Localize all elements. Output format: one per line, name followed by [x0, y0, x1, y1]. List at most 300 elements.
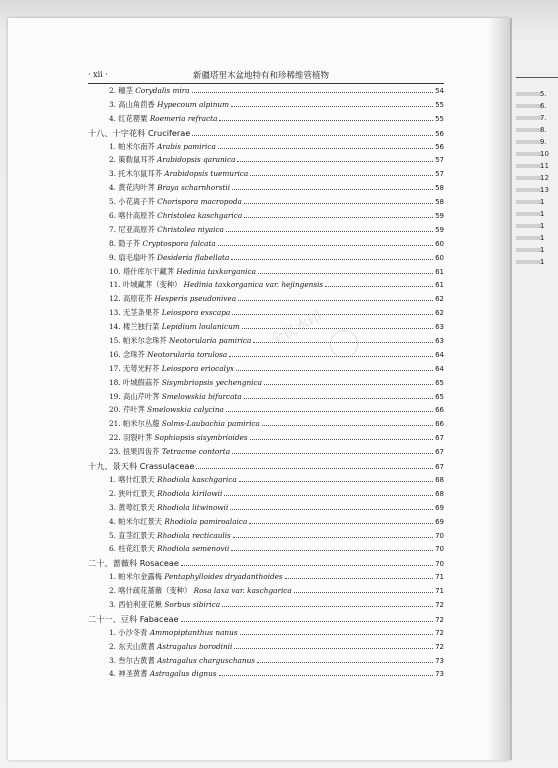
toc-page-number: 73	[435, 670, 444, 679]
facing-page-ghost-text	[516, 234, 545, 242]
toc-entry-chinese-name: 东天山黄耆	[118, 641, 155, 651]
toc-entry-number: 7.	[109, 224, 116, 234]
toc-entry-number: 2.	[109, 488, 116, 498]
dot-leader	[218, 245, 433, 246]
toc-entry-scientific-name: Arabidopsis qaranica	[157, 155, 236, 165]
toc-entry-chinese-name: 羽裂叶荠	[122, 433, 153, 443]
toc-page-number: 55	[435, 100, 444, 109]
dot-leader	[285, 578, 433, 579]
toc-species-row	[88, 642, 444, 656]
toc-entry-number: 二十一、	[88, 613, 121, 624]
toc-entry-scientific-name: Pentaphylloides dryadanthoides	[164, 572, 283, 582]
toc-entry-scientific-name: Rhodiola kirilowii	[157, 488, 223, 498]
toc-entry-scientific-name: Leiospora exscapa	[161, 308, 231, 318]
dot-leader	[226, 231, 433, 232]
toc-entry-scientific-name: Sisymbriopsis yechengnica	[161, 377, 262, 387]
toc-entry-chinese-name: 塔什库尔干藏荠	[122, 266, 175, 276]
toc-species-row	[88, 447, 444, 461]
toc-species-row	[88, 586, 444, 600]
toc-page-number: 67	[435, 434, 444, 443]
toc-entry-number: 3.	[109, 655, 116, 665]
toc-species-row	[88, 294, 444, 308]
toc-entry-number: 1.	[109, 627, 116, 637]
dot-leader	[262, 425, 433, 426]
page-header	[88, 70, 444, 82]
toc-entry-chinese-name: 柱花红景天	[118, 544, 155, 554]
toc-entry-label	[88, 531, 231, 541]
toc-entry-label	[88, 197, 242, 207]
facing-page-ghost-text	[516, 116, 542, 120]
toc-species-row	[88, 669, 444, 683]
toc-entry-scientific-name: Christolea kaschgarica	[157, 211, 243, 221]
toc-page-number: 54	[435, 87, 444, 95]
toc-entry-label	[88, 350, 227, 360]
toc-species-row	[88, 142, 444, 156]
toc-entry-number: 4.	[109, 113, 116, 123]
toc-entry-label	[88, 364, 234, 374]
toc-species-row	[88, 419, 444, 433]
facing-page-item-number: 5.	[540, 90, 547, 98]
toc-page-number: 73	[435, 656, 444, 665]
toc-entry-chinese-name: 叁尔古黄耆	[118, 655, 155, 665]
toc-entry-label	[88, 336, 251, 346]
facing-page-ghost-text	[516, 176, 542, 180]
toc-entry-chinese-name: 狭叶红景天	[118, 488, 155, 498]
facing-page-item-number: 8.	[540, 126, 547, 134]
toc-page-number: 59	[435, 225, 444, 234]
toc-entry-label	[88, 225, 224, 235]
dot-leader	[264, 384, 433, 385]
toc-species-row	[88, 86, 444, 100]
toc-entry-label	[88, 447, 230, 457]
dot-leader	[231, 106, 433, 107]
toc-species-row	[88, 155, 444, 169]
toc-entry-label	[88, 405, 224, 415]
dot-leader	[219, 675, 434, 676]
toc-entry-scientific-name: Arabidopsis tuemurica	[164, 169, 249, 179]
toc-page-number: 72	[435, 615, 444, 624]
toc-entry-number: 19.	[109, 391, 121, 401]
toc-entry-label	[88, 169, 248, 179]
toc-species-row	[88, 517, 444, 531]
toc-entry-scientific-name: Smelowskia calycina	[147, 405, 224, 415]
toc-entry-number: 2.	[109, 641, 116, 651]
toc-species-row	[88, 392, 444, 406]
toc-species-row	[88, 169, 444, 183]
toc-species-row	[88, 114, 444, 128]
toc-entry-chinese-name: 帕米尔金露梅	[118, 572, 163, 582]
toc-entry-label	[88, 600, 220, 610]
toc-entry-number: 21.	[109, 419, 121, 429]
toc-entry-label	[88, 211, 242, 221]
toc-entry-number: 5.	[109, 530, 116, 540]
toc-entry-scientific-name: Rosa laxa var. kaschgarica	[193, 586, 292, 596]
toc-entry-label	[88, 308, 230, 318]
toc-entry-family-latin: Rosaceae	[139, 558, 179, 569]
toc-entry-number: 二十、	[88, 558, 113, 569]
toc-species-row	[88, 378, 444, 392]
toc-entry-label	[88, 253, 229, 263]
page-number: · xii ·	[88, 70, 108, 79]
toc-page-number: 69	[435, 517, 444, 526]
toc-entry-label	[88, 461, 194, 472]
toc-entry-number: 6.	[109, 211, 116, 221]
toc-page-number: 69	[435, 503, 444, 512]
toc-entry-label	[88, 503, 228, 513]
toc-page-number: 64	[435, 364, 444, 373]
toc-species-row	[88, 475, 444, 489]
toc-entry-number: 20.	[109, 405, 121, 415]
dot-leader	[257, 662, 433, 663]
facing-page-item-number: 12	[540, 174, 549, 182]
toc-entry-label	[88, 669, 217, 679]
dot-leader	[249, 523, 433, 524]
toc-species-row	[88, 183, 444, 197]
facing-page-ghost-text	[516, 152, 542, 156]
toc-entry-chinese-name: 喀什疏花蔷薇（变种）	[118, 586, 192, 596]
dot-leader	[294, 592, 433, 593]
toc-entry-scientific-name: Hypecoum alpinum	[157, 99, 230, 109]
toc-entry-chinese-name: 托木尔鼠耳芥	[118, 169, 163, 179]
facing-page-item-number: 9.	[540, 138, 547, 146]
toc-entry-scientific-name: Smelowskia bifurcata	[161, 391, 242, 401]
toc-entry-scientific-name: Astragalus borodinii	[157, 641, 233, 651]
toc-entry-chinese-name: 高山芹叶荠	[122, 391, 160, 401]
toc-entry-chinese-name: 蔷薇科	[112, 558, 138, 569]
toc-entry-label	[88, 517, 247, 527]
toc-page-number: 68	[435, 475, 444, 484]
toc-species-row	[88, 503, 444, 517]
toc-entry-chinese-name: 小沙冬青	[118, 627, 148, 637]
toc-entry-scientific-name: Solms-Laubachia pamirica	[161, 419, 260, 429]
dot-leader	[229, 356, 433, 357]
toc-entry-number: 11.	[109, 280, 121, 290]
toc-entry-scientific-name: Tetracme contorta	[161, 447, 231, 457]
toc-entry-number: 13.	[109, 308, 121, 318]
toc-entry-chinese-name: 高山角茴香	[118, 99, 155, 109]
facing-page-item-number: 1	[540, 198, 545, 206]
toc-page-number: 58	[435, 198, 444, 207]
dot-leader	[258, 273, 433, 274]
toc-entry-scientific-name: Desideria flabellata	[157, 252, 230, 262]
toc-entry-number: 3.	[109, 169, 116, 179]
facing-page-ghost-text	[516, 92, 542, 96]
dot-leader	[233, 537, 433, 538]
toc-page-number: 66	[435, 406, 444, 415]
dot-leader	[238, 300, 433, 301]
toc-entry-scientific-name: Hedinia taxkorganica	[176, 266, 256, 276]
toc-entry-chinese-name: 景天科	[112, 461, 138, 472]
toc-page-number: 61	[435, 281, 444, 290]
toc-entry-label	[88, 544, 229, 554]
toc-page-number: 64	[435, 350, 444, 359]
dot-leader	[234, 648, 433, 649]
toc-species-row	[88, 197, 444, 211]
toc-page-number: 66	[435, 420, 444, 429]
toc-page-number: 70	[435, 545, 444, 554]
toc-entry-number: 23.	[109, 447, 121, 457]
toc-page-number: 72	[435, 642, 444, 651]
facing-page-ghost-text	[516, 140, 542, 144]
toc-page-number: 57	[435, 170, 444, 179]
facing-page-ghost-text	[516, 128, 542, 132]
toc-entry-number: 4.	[109, 183, 116, 193]
toc-entry-chinese-name: 帕米尔念珠芥	[122, 336, 167, 346]
dot-leader	[181, 621, 434, 622]
toc-entry-label	[88, 572, 283, 582]
facing-page-item-number: 1	[540, 246, 545, 254]
toc-entry-label	[88, 267, 256, 277]
toc-entry-number: 3.	[109, 99, 116, 109]
toc-page-number: 59	[435, 212, 444, 221]
toc-entry-number: 16.	[109, 349, 121, 359]
toc-entry-number: 2.	[109, 86, 116, 95]
toc-entry-number: 15.	[109, 336, 121, 346]
toc-entry-chinese-name: 红花罂粟	[118, 113, 148, 123]
toc-entry-scientific-name: Neotorularia torulosa	[147, 349, 228, 359]
dot-leader	[181, 565, 433, 566]
toc-entry-number: 十九、	[88, 461, 113, 472]
dot-leader	[224, 495, 433, 496]
toc-entry-scientific-name: Braya scharnhorstii	[157, 183, 231, 193]
toc-entry-number: 2.	[109, 155, 116, 165]
facing-page-item-number: 7.	[540, 114, 547, 122]
toc-family-row	[88, 558, 444, 572]
toc-entry-chinese-name: 叶城藏荠（变种）	[122, 280, 182, 290]
toc-entry-chinese-name: 尼亚高原芥	[118, 224, 155, 234]
toc-entry-number: 12.	[109, 294, 121, 304]
toc-entry-chinese-name: 喀什高原芥	[118, 211, 155, 221]
toc-entry-scientific-name: Sorbus sibirica	[164, 599, 221, 609]
toc-species-row	[88, 308, 444, 322]
toc-entry-number: 1.	[109, 572, 116, 582]
toc-entry-number: 5.	[109, 197, 116, 207]
toc-species-row	[88, 405, 444, 419]
facing-page-ghost-text	[516, 222, 545, 230]
toc-species-row	[88, 531, 444, 545]
facing-page-item-number: 1	[540, 210, 545, 218]
toc-entry-label	[88, 642, 232, 652]
toc-entry-label	[88, 433, 248, 443]
toc-page-number: 56	[435, 129, 444, 138]
toc-page-number: 72	[435, 628, 444, 637]
toc-species-row	[88, 211, 444, 225]
toc-entry-label	[88, 392, 242, 402]
toc-entry-scientific-name: Leiospora eriocalyx	[161, 363, 235, 373]
toc-entry-scientific-name: Cryptospora falcata	[142, 238, 216, 248]
toc-entry-scientific-name: Rhodiola litwinowii	[157, 502, 229, 512]
facing-page-ghost-text	[516, 104, 542, 108]
toc-entry-number: 17.	[109, 363, 121, 373]
dot-leader	[226, 411, 433, 412]
toc-entry-label	[88, 100, 229, 110]
toc-entry-label	[88, 183, 230, 193]
toc-entry-label	[88, 628, 238, 638]
toc-entry-chinese-name: 西伯利亚花楸	[118, 599, 163, 609]
toc-entry-scientific-name: Rhodiola recticaulis	[157, 530, 231, 540]
toc-entry-chinese-name: 穗茎	[118, 86, 133, 95]
toc-entry-chinese-name: 神圣黄耆	[118, 669, 148, 679]
toc-entry-label	[88, 114, 217, 124]
toc-entry-number: 22.	[109, 433, 121, 443]
toc-family-row	[88, 128, 444, 142]
dot-leader	[250, 439, 434, 440]
facing-page-ghost-text	[516, 198, 545, 206]
toc-page-number: 58	[435, 184, 444, 193]
toc-entry-chinese-name: 扇毛扇叶芥	[118, 252, 155, 262]
toc-entry-label	[88, 322, 240, 332]
toc-page-number: 55	[435, 114, 444, 123]
dot-leader	[192, 135, 433, 136]
toc-page-number: 60	[435, 239, 444, 248]
dot-leader	[239, 481, 433, 482]
dot-leader	[250, 175, 433, 176]
toc-entry-family-latin: Crassulaceae	[139, 461, 195, 472]
toc-page-number: 70	[435, 560, 444, 569]
dot-leader	[231, 259, 433, 260]
toc-species-row	[88, 100, 444, 114]
toc-entry-family-latin: Cruciferae	[147, 127, 191, 138]
facing-page-ghost-text	[516, 258, 545, 266]
toc-entry-number: 2.	[109, 586, 116, 596]
toc-entry-label	[88, 294, 236, 304]
toc-entry-family-latin: Fabaceae	[139, 613, 179, 624]
toc-species-row	[88, 267, 444, 281]
dot-leader	[236, 370, 433, 371]
toc-entry-scientific-name: Lepidium loulanicum	[161, 322, 240, 332]
dot-leader	[232, 314, 433, 315]
facing-page-item-number: 1	[540, 258, 545, 266]
toc-entry-number: 3.	[109, 599, 116, 609]
facing-page-item-number: 6.	[540, 102, 547, 110]
facing-page-ghost-text	[516, 188, 542, 192]
dot-leader	[230, 509, 433, 510]
facing-page-header-rule	[516, 77, 558, 78]
toc-entry-label	[88, 656, 255, 666]
toc-page-number: 71	[435, 573, 444, 582]
toc-entry-scientific-name: Chorispora macropoda	[157, 197, 242, 207]
dot-leader	[232, 453, 433, 454]
toc-entry-scientific-name: Ammopiptanthus nanus	[149, 627, 238, 637]
toc-species-row	[88, 656, 444, 670]
toc-entry-number: 1.	[109, 141, 116, 151]
toc-entry-chinese-name: 豆科	[120, 613, 138, 624]
toc-entry-scientific-name: Rhodiola pamiroalaica	[164, 516, 248, 526]
toc-species-row	[88, 572, 444, 586]
toc-species-row	[88, 225, 444, 239]
toc-species-row	[88, 322, 444, 336]
facing-page-ghost-text	[516, 210, 545, 218]
toc-entry-scientific-name: Hedinia taxkorganica var. hejingensis	[183, 280, 324, 290]
toc-page-number: 61	[435, 267, 444, 276]
toc-page-number: 62	[435, 295, 444, 304]
toc-entry-chinese-name: 策勒鼠耳芥	[118, 155, 155, 165]
toc-page-number: 70	[435, 531, 444, 540]
toc-species-row	[88, 253, 444, 267]
facing-page-item-number: 11	[540, 162, 549, 170]
toc-page-number: 57	[435, 156, 444, 165]
facing-page-ghost-text	[516, 246, 545, 254]
toc-entry-chinese-name: 扭果四齿芥	[122, 447, 160, 457]
toc-entry-scientific-name: Christolea niyaica	[157, 224, 224, 234]
toc-entry-label	[88, 614, 179, 625]
toc-entry-chinese-name: 无萼光籽芥	[122, 363, 160, 373]
toc-species-row	[88, 239, 444, 253]
toc-entry-chinese-name: 念珠芥	[122, 349, 145, 359]
toc-page-number: 56	[435, 142, 444, 151]
toc-species-row	[88, 280, 444, 294]
toc-entry-number: 4.	[109, 516, 116, 526]
toc-entry-chinese-name: 黄花肉叶荠	[118, 183, 155, 193]
toc-entry-chinese-name: 直茎红景天	[118, 530, 155, 540]
facing-page-item-number: 1	[540, 234, 545, 242]
toc-page-number: 65	[435, 392, 444, 401]
toc-entry-chinese-name: 叶城假蒜芥	[122, 377, 160, 387]
facing-page-item-number: 10	[540, 150, 549, 158]
toc-entry-label	[88, 86, 190, 96]
toc-page-number: 60	[435, 253, 444, 262]
facing-page-item-number: 13	[540, 186, 549, 194]
toc-entry-number: 9.	[109, 252, 116, 262]
toc-entry-number: 8.	[109, 238, 116, 248]
toc-entry-number: 十八、	[88, 127, 113, 138]
toc-entry-chinese-name: 芹叶荠	[122, 405, 145, 415]
toc-page-number: 67	[435, 463, 444, 472]
toc-species-row	[88, 350, 444, 364]
dot-leader	[232, 189, 433, 190]
toc-entry-chinese-name: 隐子芥	[118, 238, 141, 248]
toc-species-row	[88, 364, 444, 378]
facing-page-item-number: 1	[540, 222, 545, 230]
dot-leader	[237, 161, 433, 162]
toc-entry-chinese-name: 黄萼红景天	[118, 502, 155, 512]
toc-entry-chinese-name: 帕米尔红景天	[118, 516, 163, 526]
toc-species-row	[88, 628, 444, 642]
toc-entry-label	[88, 558, 179, 569]
toc-entry-number: 4.	[109, 669, 116, 679]
toc-entry-number: 1.	[109, 474, 116, 484]
toc-entry-label	[88, 280, 323, 290]
toc-entry-number: 3.	[109, 502, 116, 512]
toc-entry-label	[88, 155, 235, 165]
dot-leader	[231, 550, 433, 551]
toc-entry-label	[88, 475, 237, 485]
toc-entry-number: 10.	[109, 266, 121, 276]
dot-leader	[196, 468, 433, 469]
toc-entry-chinese-name: 十字花科	[112, 127, 146, 138]
header-rule	[88, 83, 444, 84]
dot-leader	[219, 120, 433, 121]
toc-family-row	[88, 461, 444, 475]
dot-leader	[222, 606, 433, 607]
running-title: 新疆塔里木盆地特有和珍稀维管植物	[193, 71, 330, 81]
dot-leader	[244, 398, 433, 399]
dot-leader	[244, 217, 433, 218]
toc-entry-scientific-name: Astragalus charguschanus	[157, 655, 256, 665]
toc-page-number: 63	[435, 323, 444, 332]
toc-entry-chinese-name: 小花离子芥	[118, 197, 155, 207]
dot-leader	[192, 92, 433, 93]
toc-entry-label	[88, 142, 216, 152]
toc-family-row	[88, 614, 444, 628]
toc-page-number: 65	[435, 378, 444, 387]
page-gutter-shadow	[488, 18, 512, 760]
toc-entry-label	[88, 378, 262, 388]
facing-page-ghost-text	[516, 164, 542, 168]
toc-entry-label	[88, 586, 292, 596]
table-of-contents	[88, 86, 444, 683]
toc-species-row	[88, 336, 444, 350]
